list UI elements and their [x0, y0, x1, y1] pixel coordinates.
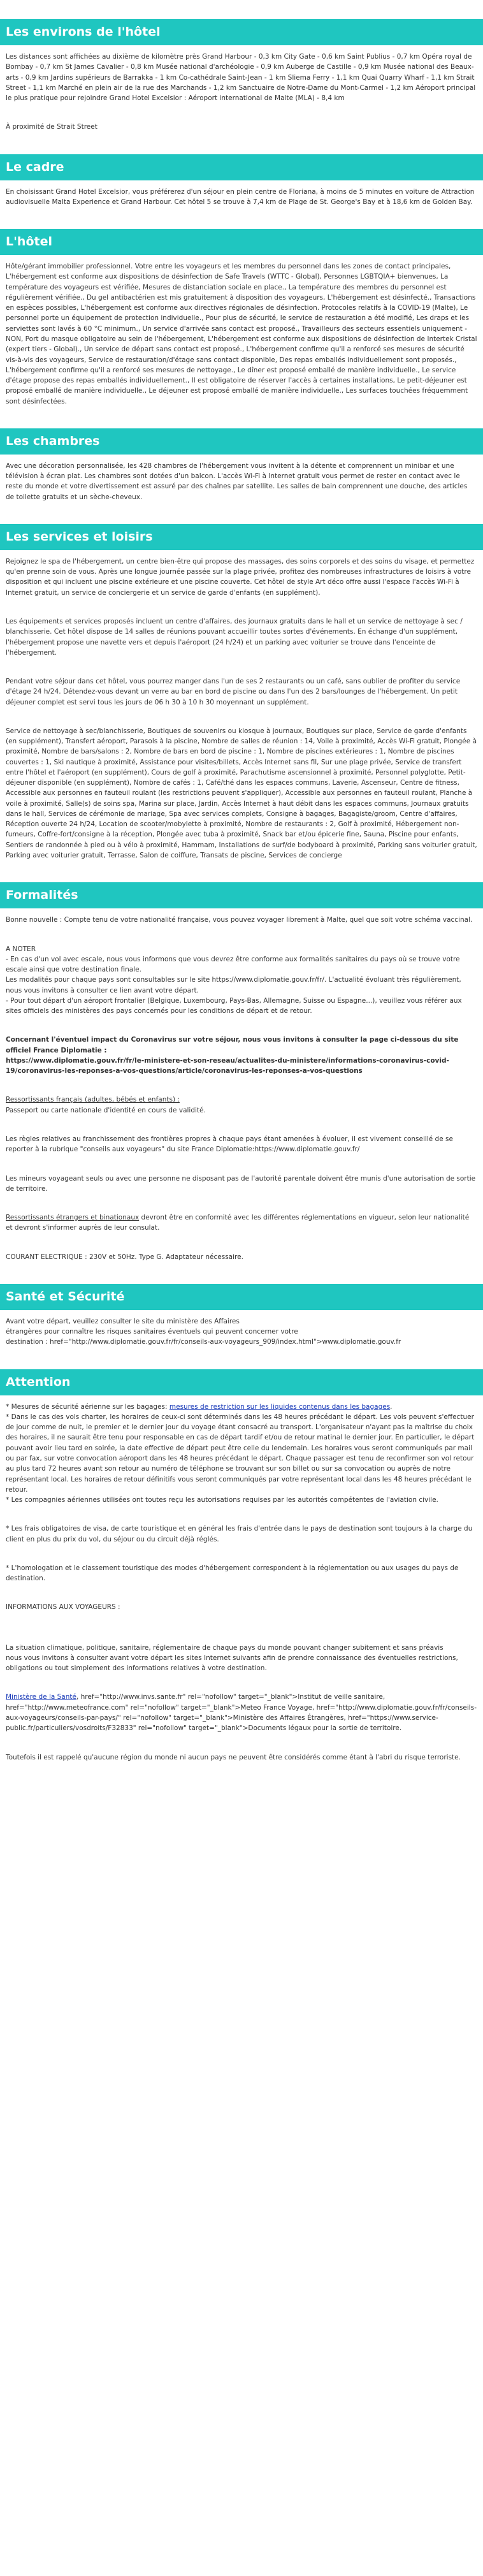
section-title-cadre: Le cadre [0, 154, 483, 180]
section-title-environs: Les environs de l'hôtel [0, 19, 483, 45]
formalites-covid-note [6, 1035, 477, 1076]
attention-classification-text: * L'homologation et le classement touristique des modes d'hébergement correspondent à la réglementation ou aux usages du pays de destination. [6, 1564, 459, 1583]
section-cadre [0, 154, 483, 208]
formalites-id-requirement: Passeport ou carte nationale d'identité en cours de validité. [6, 1106, 206, 1114]
attention-flight-text [6, 1402, 477, 1506]
formalites-covid-link[interactable]: https://www.diplomatie.gouv.fr/fr/le-ministere-et-son-reseau/actualites-du-ministere/informations-coronavirus-covid-19/coronavirus-les-reponses-a-vos-questions/article/coronavirus-les-reponses-a-vos-questions [6, 1056, 449, 1075]
environs-nearby-text: À proximité de Strait Street [6, 123, 97, 131]
services-spa-text: Rejoignez le spa de l'hébergement, un centre bien-être qui propose des massages, des soins corporels et des soins du visage, et permettez qu'en prenne soin de vous. Après une longue journée passée sur la plage privée, profitez des nombreuses infrastructures de loisirs à votre disposition et qui incluent une piscine extérieure et une piscine couverte. Cet hôtel de style Art déco offre aussi l'espace l'accès Wi-Fi à Internet gratuit, un service de conciergerie et un service de garde d'enfants (en supplément). [6, 557, 475, 597]
formalites-borders-text: Les règles relatives au franchissement des frontières propres à chaque pays étant amenées à évoluer, il est vivement conseillé de se reporter à la rubrique "conseils aux voyageurs" du site France Diplomatie:https://www.diplomatie.gouv.fr/ [6, 1135, 453, 1154]
section-environs [0, 19, 483, 133]
formalites-nationals-label: Ressortissants français (adultes, bébés et enfants) : [6, 1096, 180, 1104]
ministere-sante-link[interactable]: Ministère de la Santé [6, 1693, 76, 1701]
attention-terrorism-text: Toutefois il est rappelé qu'aucune région du monde ni aucun pays ne peuvent être considérés comme étant à l'abri du risque terroriste. [6, 1753, 461, 1761]
section-title-formalites: Formalités [0, 882, 483, 908]
attention-links-list: , href="http://www.invs.sante.fr" rel="nofollow" target="_blank">Institut de veille sanitaire, href="http://www.meteofrance.com" rel="nofollow" target="_blank">Meteo France Voyage, href="http://www.diplomatie.gouv.fr/fr/conseils-aux-voyageurs/conseils-par-pays/" rel="nofollow" target="_blank">Ministère des Affaires Étrangères, href="https://www.service-public.fr/particuliers/vosdroits/F32833" rel="nofollow" target="_blank">Documents légaux pour la sortie de territoire. [6, 1693, 477, 1733]
chambres-text: Avec une décoration personnalisée, les 428 chambres de l'hébergement vous invitent à la détente et comprennent un minibar et une télévision à écran plat. Les chambres sont dotées d'un balcon. L'accès Wi-Fi à Internet gratuit vous permet de rester en contact avec le reste du monde et votre divertissement est assuré par des chaînes par satellite. Les salles de bain comprennent une douche, des articles de toilette gratuits et un sèche-cheveux. [6, 462, 468, 501]
section-title-sante: Santé et Sécurité [0, 1284, 483, 1310]
services-business-text: Les équipements et services proposés incluent un centre d'affaires, des journaux gratuits dans le hall et un service de nettoyage à sec / blanchisserie. Cet hôtel dispose de 14 salles de réunions pouvant accueillir toutes sortes d'événements. En échange d'un supplément, l'hébergement propose une navette vers et depuis l'aéroport (24 h/24) et un parking avec voiturier se trouve dans l'enceinte de l'hébergement. [6, 617, 463, 657]
section-title-hotel: L'hôtel [0, 229, 483, 255]
formalites-electric-text: COURANT ELECTRIQUE : 230V et 50Hz. Type G. Adaptateur nécessaire. [6, 1253, 243, 1261]
section-title-services: Les services et loisirs [0, 524, 483, 550]
services-dining-text: Pendant votre séjour dans cet hôtel, vous pourrez manger dans l'un de ses 2 restaurants ou un café, sans oublier de profiter du service d'étage 24 h/24. Détendez-vous devant un verre au bar en bord de piscine ou dans l'un des 2 bars/lounges de l'hébergement. Un petit déjeuner complet est servi tous les jours de 06 h 30 à 10 h 30 moyennant un supplément. [6, 678, 461, 706]
section-sante [0, 1284, 483, 1348]
sante-text: Avant votre départ, veuillez consulter le site du ministère des Affaires étrangères pour connaître les risques sanitaires éventuels qui peuvent concerner votre destination : href="http://www.diplomatie.gouv.fr/fr/conseils-aux-voyageurs_909/index.html">www.diplomatie.gouv.fr [6, 1317, 401, 1346]
attention-visa-text: * Les frais obligatoires de visa, de carte touristique et en général les frais d'entrée dans le pays de destination sont toujours à la charge du client en plus du prix du vol, du séjour ou du circuit déjà réglés. [6, 1525, 473, 1543]
attention-security-label: * Mesures de sécurité aérienne sur les bagages: [6, 1402, 169, 1411]
section-formalites [0, 882, 483, 1262]
section-attention [0, 1369, 483, 1763]
cadre-text: En choisissant Grand Hotel Excelsior, vous préférerez d'un séjour en plein centre de Floriana, à moins de 5 minutes en voiture de Attraction audiovisuelle Malta Experience et Grand Harbour. Cet hôtel 5 se trouve à 7,4 km de Plage de St. George's Bay et à 18,6 km de Golden Bay. [6, 187, 475, 206]
section-chambres [0, 428, 483, 502]
page [0, 19, 483, 1763]
formalites-intro-text: Bonne nouvelle : Compte tenu de votre nationalité française, vous pouvez voyager librement à Malte, quel que soit votre schéma vaccinal. [6, 916, 473, 924]
formalites-note-label: A NOTER [6, 945, 36, 953]
services-amenities-list: Service de nettoyage à sec/blanchisserie, Boutiques de souvenirs ou kiosque à journaux, Boutiques sur place, Service de garde d'enfants (en supplément), Transfert aéroport, Parasols à la piscine, Nombre de salles de réunion : 14, Voile à proximité, Accès Wi-Fi gratuit, Plongée à proximité, Nombre de bars/salons : 2, Nombre de bars en bord de piscine : 1, Nombre de piscines extérieures : 1, Nombre de piscines couvertes : 1, Ski nautique à proximité, Assistance pour visites/billets, Accès Internet sans fil, Sur une plage privée, Service de transfert entre l'hôtel et l'aéroport (en supplément), Cours de golf à proximité, Parachutisme ascensionnel à proximité, Personnel polyglotte, Petit-déjeuner disponible (en supplément), Nombre de cafés : 1, Café/thé dans les espaces communs, Laverie, Ascenseur, Centre de fitness, Accessible aux personnes en fauteuil roulant (les restrictions peuvent s'appliquer), Accessible aux personnes en fauteuil roulant, Planche à voile à proximité, Salle(s) de soins spa, Marina sur place, Jardin, Accès Internet à haut débit dans les espaces communs, Journaux gratuits dans le hall, Services de cérémonie de mariage, Spa avec services complets, Consigne à bagages, Bagagiste/groom, Centre d'affaires, Réception ouverte 24 h/24, Location de scooter/mobylette à proximité, Nombre de restaurants : 2, Golf à proximité, Hébergement non-fumeurs, Coffre-fort/consigne à la réception, Plongée avec tuba à proximité, Snack bar et/ou épicerie fine, Sauna, Piscine pour enfants, Sentiers de randonnée à pied ou à vélo à proximité, Hammam, Installations de surf/de bodyboard à proximité, Parking sans voiturier gratuit, Parking avec voiturier gratuit, Terrasse, Salon de coiffure, Transats de piscine, Services de concierge [6, 727, 477, 860]
environs-distances-text: Les distances sont affichées au dixième de kilomètre près Grand Harbour - 0,3 km City Gate - 0,6 km Saint Publius - 0,7 km Opéra royal de Bombay - 0,7 km St James Cavalier - 0,8 km Musée national d'archéologie - 0,9 km Auberge de Castille - 0,9 km Musée national des Beaux-arts - 0,9 km Jardins supérieurs de Barrakka - 1 km Co-cathédrale Saint-Jean - 1 km Sliema Ferry - 1,1 km Quai Quarry Wharf - 1,1 km Strait Street - 1,1 km Marché en plein air de la rue des Marchands - 1,2 km Sanctuaire de Notre-Dame du Mont-Carmel - 1,2 km Aéroport principal le plus pratique pour rejoindre Grand Hotel Excelsior : Aéroport international de Malte (MLA) - 8,4 km [6, 53, 476, 103]
section-title-chambres: Les chambres [0, 428, 483, 455]
formalites-id-text [6, 1095, 477, 1116]
section-services [0, 524, 483, 861]
formalites-covid-text: Concernant l'éventuel impact du Coronavirus sur votre séjour, nous vous invitons à consulter la page ci-dessous du site officiel France Diplomatie : [6, 1036, 459, 1054]
formalites-foreigners-label: Ressortissants étrangers et binationaux [6, 1214, 140, 1222]
formalites-note-text: - En cas d'un vol avec escale, nous vous informons que vous devrez être conforme aux formalités sanitaires du pays où se trouve votre escale ainsi que votre destination finale. Les modalités pour chaque pays sont consultables sur le site https://www.diplomatie.gouv.fr/fr/. L'actualité évoluant très régulièrement, nous vous invitons à consulter ce lien avant votre départ. - Pour tout départ d'un aéroport frontalier (Belgique, Luxembourg, Pays-Bas, Allemagne, Suisse ou Espagne...), veuillez vous référer aux sites officiels des ministères des pays concernés pour les conditions de départ et de retour. [6, 955, 462, 1015]
attention-liquids-link[interactable]: mesures de restriction sur les liquides contenus dans les bagages [169, 1402, 391, 1411]
attention-situation-text: La situation climatique, politique, sanitaire, réglementaire de chaque pays du monde pouvant changer subitement et sans préavis nous vous invitons à consulter avant votre départ les sites Internet suivants afin de prendre connaissance des éventuelles restrictions, obligations ou tout simplement des informations relatives à votre destination. [6, 1643, 458, 1673]
section-title-attention: Attention [0, 1369, 483, 1395]
attention-info-label: INFORMATIONS AUX VOYAGEURS : [6, 1603, 120, 1612]
formalites-foreigners-requirement: devront être en conformité avec les différentes réglementations en vigueur, selon leur nationalité et devront s'informer auprès de leur consulat. [6, 1214, 470, 1232]
attention-links-text [6, 1692, 477, 1733]
formalites-minors-text: Les mineurs voyageant seuls ou avec une personne ne disposant pas de l'autorité parentale doivent être munis d'une autorisation de sortie de territoire. [6, 1174, 476, 1193]
hotel-text: Hôte/gérant immobilier professionnel. Votre entre les voyageurs et les membres du personnel dans les zones de contact principales, L'hébergement est conforme aux dispositions de désinfection de Safe Travels (WTTC - Global), Personnes LGBTQIA+ bienvenues, La température des voyageurs est vérifiée, Mesures de distanciation sociale en place., La température des membres du personnel est régulièrement vérifiée., Du gel antibactérien est mis gratuitement à disposition des voyageurs, L'hébergement est désinfecté., Transactions en espèces possibles, L'hébergement est conforme aux directives régionales de désinfection. Protocoles relatifs à la COVID-19 (Malte), Le personnel porte un équipement de protection individuelle., Pour plus de sécurité, le service de restauration a été modifié, Les draps et les serviettes sont lavés à 60 °C minimum., Un service d'arrivée sans contact est proposé., Travailleurs des secteurs essentiels uniquement - NON, Port du masque obligatoire au sein de l'hébergement, L'hébergement est conforme aux dispositions de désinfection de Intertek Cristal (expert tiers - Global)., Un service de départ sans contact est proposé., L'hébergement confirme qu'il a renforcé ses mesures de sécurité vis-à-vis des voyageurs, Service de restauration/d'étage sans contact disponible, Des repas emballés individuellement sont proposés., L'hébergement confirme qu'il a renforcé ses mesures de nettoyage., Le dîner est proposé emballé de manière individuelle., Le service d'étage propose des repas emballés individuellement., Il est obligatoire de réserver l'accès à certaines installations, Le petit-déjeuner est proposé emballé de manière individuelle., Le déjeuner est proposé emballé de manière individuelle., Les surfaces touchées fréquemment sont désinfectées. [6, 263, 477, 405]
section-hotel [0, 229, 483, 407]
attention-flight-details: . * Dans le cas des vols charter, les horaires de ceux-ci sont déterminés dans les 48 heures précédant le départ. Les vols peuvent s'effectuer de jour comme de nuit, le premier et le dernier jour du voyage étant consacré au transport. L'organisateur n'ayant pas la maîtrise du choix des horaires, il ne saurait être tenu pour responsable en cas de départ tardif et/ou de retour matinal le dernier jour. En particulier, le départ pouvant avoir lieu tard en soirée, la date effective de départ peut être celle du lendemain. Les horaires vous seront communiqués par mail ou par fax, sur votre convocation aéroport dans les 48 heures précédant le départ. Chaque passager est tenu de reconfirmer son vol retour au plus tard 72 heures avant son retour au numéro de téléphone se trouvant sur son billet ou sur sa convocation ou auprès de notre représentant local. Les horaires de retour définitifs vous seront communiqués par votre représentant local dans les 48 heures précédant le retour. * Les compagnies aériennes utilisées ont toutes reçu les autorisations requises par les autorités compétentes de l'aviation civile. [6, 1402, 475, 1504]
formalites-foreigners-text [6, 1212, 477, 1233]
